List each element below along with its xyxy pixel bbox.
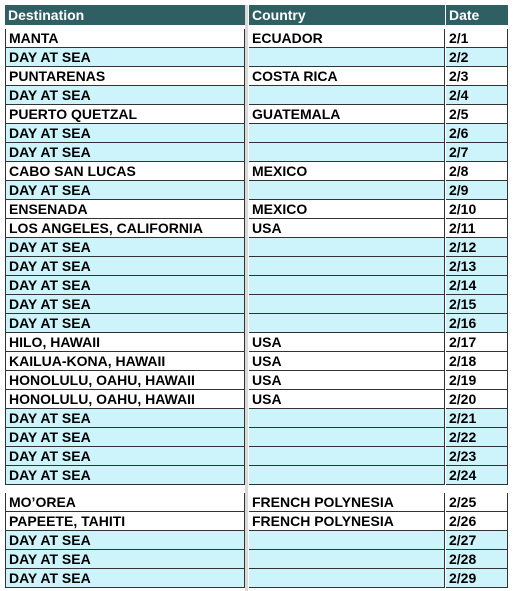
- destination-cell: MO’OREA: [5, 493, 245, 512]
- table-row: [0, 409, 514, 428]
- date-cell: 2/18: [446, 352, 508, 371]
- date-cell: 2/22: [446, 428, 508, 447]
- table-row: [0, 162, 514, 181]
- destination-cell: DAY AT SEA: [5, 276, 245, 295]
- date-cell: 2/10: [446, 200, 508, 219]
- date-cell: 2/23: [446, 447, 508, 466]
- table-row: [0, 67, 514, 86]
- country-cell: USA: [249, 371, 445, 390]
- date-cell: 2/9: [446, 181, 508, 200]
- date-cell: 2/12: [446, 238, 508, 257]
- table-row: [0, 276, 514, 295]
- date-cell: 2/13: [446, 257, 508, 276]
- table-row: [0, 219, 514, 238]
- destination-cell: DAY AT SEA: [5, 181, 245, 200]
- destination-cell: DAY AT SEA: [5, 569, 245, 588]
- destination-cell: MANTA: [5, 29, 245, 48]
- table-row: [0, 295, 514, 314]
- date-cell: 2/11: [446, 219, 508, 238]
- date-cell: 2/14: [446, 276, 508, 295]
- destination-cell: DAY AT SEA: [5, 257, 245, 276]
- date-cell: 2/20: [446, 390, 508, 409]
- header-country: Country: [249, 5, 445, 25]
- date-cell: 2/8: [446, 162, 508, 181]
- destination-cell: HONOLULU, OAHU, HAWAII: [5, 371, 245, 390]
- table-row: [0, 428, 514, 447]
- header-date: Date: [446, 5, 508, 25]
- date-cell: 2/15: [446, 295, 508, 314]
- country-cell: [249, 550, 445, 569]
- country-cell: [249, 124, 445, 143]
- country-cell: [249, 238, 445, 257]
- country-cell: ECUADOR: [249, 29, 445, 48]
- country-cell: [249, 569, 445, 588]
- country-cell: USA: [249, 352, 445, 371]
- destination-cell: DAY AT SEA: [5, 550, 245, 569]
- table-row: [0, 447, 514, 466]
- date-cell: 2/19: [446, 371, 508, 390]
- country-cell: [249, 531, 445, 550]
- date-cell: 2/16: [446, 314, 508, 333]
- table-row: [0, 390, 514, 409]
- country-cell: [249, 181, 445, 200]
- country-cell: MEXICO: [249, 162, 445, 181]
- date-cell: 2/7: [446, 143, 508, 162]
- country-cell: FRENCH POLYNESIA: [249, 493, 445, 512]
- table-row: [0, 143, 514, 162]
- table-row: [0, 466, 514, 485]
- country-cell: [249, 143, 445, 162]
- destination-cell: DAY AT SEA: [5, 314, 245, 333]
- country-cell: FRENCH POLYNESIA: [249, 512, 445, 531]
- destination-cell: HONOLULU, OAHU, HAWAII: [5, 390, 245, 409]
- destination-cell: DAY AT SEA: [5, 409, 245, 428]
- country-cell: USA: [249, 219, 445, 238]
- destination-cell: ENSENADA: [5, 200, 245, 219]
- table-row: [0, 314, 514, 333]
- table-row: [0, 181, 514, 200]
- date-cell: 2/21: [446, 409, 508, 428]
- destination-cell: DAY AT SEA: [5, 295, 245, 314]
- destination-cell: PAPEETE, TAHITI: [5, 512, 245, 531]
- table-row: [0, 569, 514, 588]
- destination-cell: PUNTARENAS: [5, 67, 245, 86]
- destination-cell: DAY AT SEA: [5, 124, 245, 143]
- table-row: [0, 238, 514, 257]
- date-cell: 2/29: [446, 569, 508, 588]
- country-cell: [249, 314, 445, 333]
- date-cell: 2/4: [446, 86, 508, 105]
- destination-cell: KAILUA-KONA, HAWAII: [5, 352, 245, 371]
- country-cell: [249, 276, 445, 295]
- destination-cell: DAY AT SEA: [5, 531, 245, 550]
- country-cell: USA: [249, 333, 445, 352]
- country-cell: MEXICO: [249, 200, 445, 219]
- country-cell: [249, 295, 445, 314]
- table-row: [0, 352, 514, 371]
- destination-cell: DAY AT SEA: [5, 48, 245, 67]
- destination-cell: DAY AT SEA: [5, 466, 245, 485]
- country-cell: USA: [249, 390, 445, 409]
- destination-cell: DAY AT SEA: [5, 238, 245, 257]
- date-cell: 2/26: [446, 512, 508, 531]
- table-row: [0, 531, 514, 550]
- country-cell: [249, 428, 445, 447]
- country-cell: [249, 48, 445, 67]
- country-cell: [249, 447, 445, 466]
- destination-cell: DAY AT SEA: [5, 86, 245, 105]
- table-row: [0, 200, 514, 219]
- destination-cell: DAY AT SEA: [5, 143, 245, 162]
- date-cell: 2/25: [446, 493, 508, 512]
- table-row: [0, 512, 514, 531]
- destination-cell: DAY AT SEA: [5, 428, 245, 447]
- date-cell: 2/24: [446, 466, 508, 485]
- destination-cell: HILO, HAWAII: [5, 333, 245, 352]
- country-cell: COSTA RICA: [249, 67, 445, 86]
- table-row: [0, 48, 514, 67]
- table-row: [0, 493, 514, 512]
- date-cell: 2/17: [446, 333, 508, 352]
- destination-cell: LOS ANGELES, CALIFORNIA: [5, 219, 245, 238]
- header-destination: Destination: [5, 5, 245, 25]
- destination-cell: DAY AT SEA: [5, 447, 245, 466]
- country-cell: [249, 409, 445, 428]
- destination-cell: CABO SAN LUCAS: [5, 162, 245, 181]
- table-row: [0, 333, 514, 352]
- date-cell: 2/3: [446, 67, 508, 86]
- date-cell: 2/5: [446, 105, 508, 124]
- table-row: [0, 86, 514, 105]
- table-row: [0, 257, 514, 276]
- table-row: [0, 124, 514, 143]
- table-row: [0, 371, 514, 390]
- date-cell: 2/27: [446, 531, 508, 550]
- country-cell: [249, 86, 445, 105]
- date-cell: 2/2: [446, 48, 508, 67]
- table-row: [0, 29, 514, 48]
- country-cell: GUATEMALA: [249, 105, 445, 124]
- table-row: [0, 105, 514, 124]
- destination-cell: PUERTO QUETZAL: [5, 105, 245, 124]
- date-cell: 2/28: [446, 550, 508, 569]
- country-cell: [249, 257, 445, 276]
- table-row: [0, 550, 514, 569]
- date-cell: 2/1: [446, 29, 508, 48]
- country-cell: [249, 466, 445, 485]
- date-cell: 2/6: [446, 124, 508, 143]
